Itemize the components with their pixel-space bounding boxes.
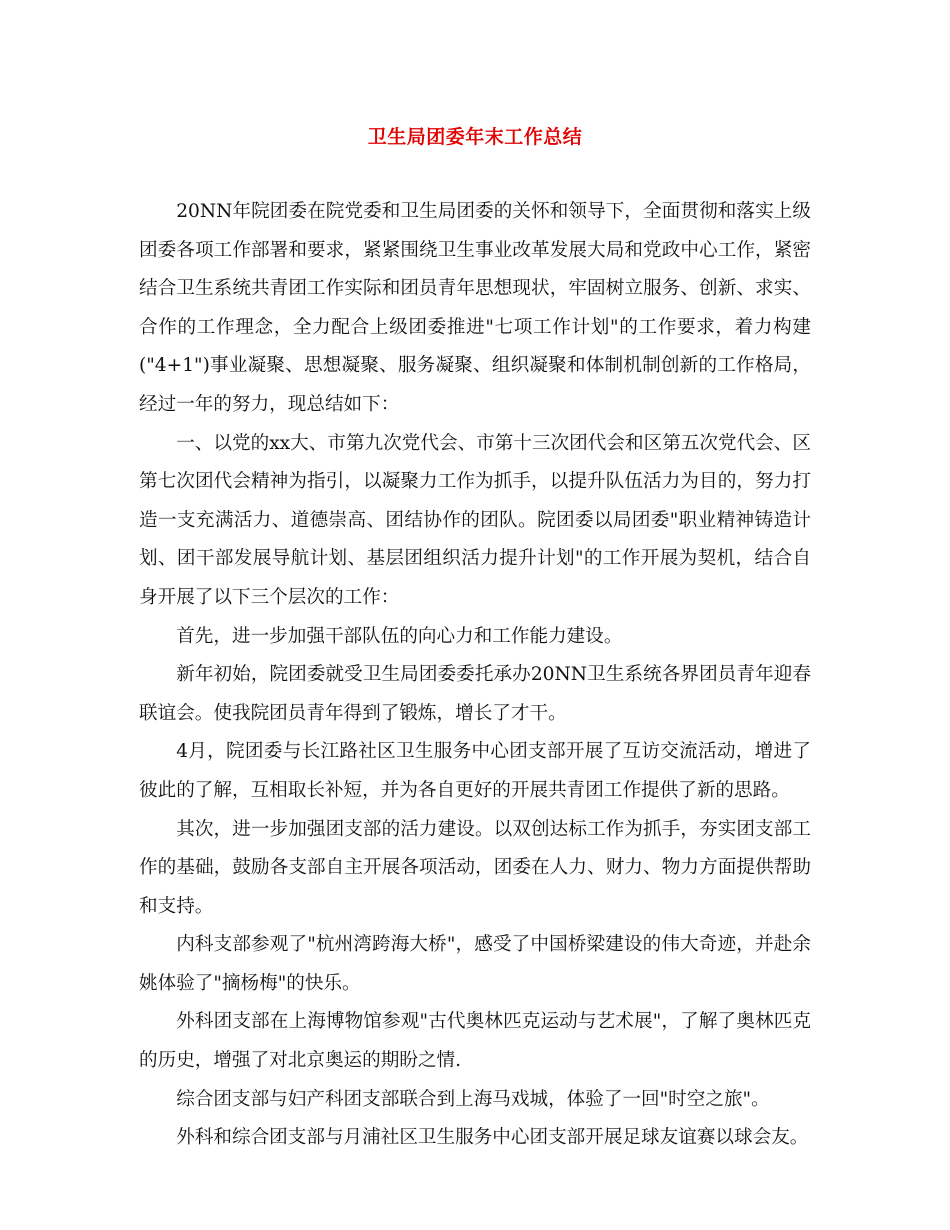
document-body	[139, 193, 811, 1158]
paragraph: 4月，院团委与长江路社区卫生服务中心团支部开展了互访交流活动，增进了彼此的了解，互相取长补短，并为各自更好的开展共青团工作提供了新的思路。	[139, 741, 811, 801]
document-title: 卫生局团委年末工作总结	[367, 126, 583, 148]
paragraph: 首先，进一步加强干部队伍的向心力和工作能力建设。	[176, 625, 623, 647]
paragraph: 外科团支部在上海博物馆参观"古代奥林匹克运动与艺术展"，了解了奥林匹克的历史，增强了对北京奥运的期盼之情.	[139, 1011, 811, 1072]
paragraph: 综合团支部与妇产科团支部联合到上海马戏城，体验了一回"时空之旅"。	[176, 1088, 770, 1110]
paragraph: 其次，进一步加强团支部的活力建设。以双创达标工作为抓手，夯实团支部工作的基础，鼓励各支部自主开展各项活动，团委在人力、财力、物力方面提供帮助和支持。	[139, 818, 811, 917]
paragraph: 一、以党的xx大、市第九次党代会、市第十三次团代会和区第五次党代会、区第七次团代会精神为指引，以凝聚力工作为抓手，以提升队伍活力为目的，努力打造一支充满活力、道德崇高、团结协作的团队。院团委以局团委"职业精神铸造计划、团干部发展导航计划、基层团组织活力提升计划"的工作开展为契机，结合自身开展了以下三个层次的工作：	[139, 432, 811, 608]
paragraph: 新年初始，院团委就受卫生局团委委托承办20NN卫生系统各界团员青年迎春联谊会。使我院团员青年得到了锻炼，增长了才干。	[139, 664, 811, 724]
paragraph: 20NN年院团委在院党委和卫生局团委的关怀和领导下，全面贯彻和落实上级团委各项工作部署和要求，紧紧围绕卫生事业改革发展大局和党政中心工作，紧密结合卫生系统共青团工作实际和团员青年思想现状，牢固树立服务、创新、求实、合作的工作理念，全力配合上级团委推进"七项工作计划"的工作要求，着力构建("4+1")事业凝聚、思想凝聚、服务凝聚、组织凝聚和体制机制创新的工作格局，经过一年的努力，现总结如下：	[139, 201, 811, 415]
paragraph: 内科支部参观了"杭州湾跨海大桥"，感受了中国桥梁建设的伟大奇迹，并赴余姚体验了"摘杨梅"的快乐。	[139, 934, 811, 994]
paragraph: 外科和综合团支部与月浦社区卫生服务中心团支部开展足球友谊赛以球会友。	[176, 1127, 809, 1149]
